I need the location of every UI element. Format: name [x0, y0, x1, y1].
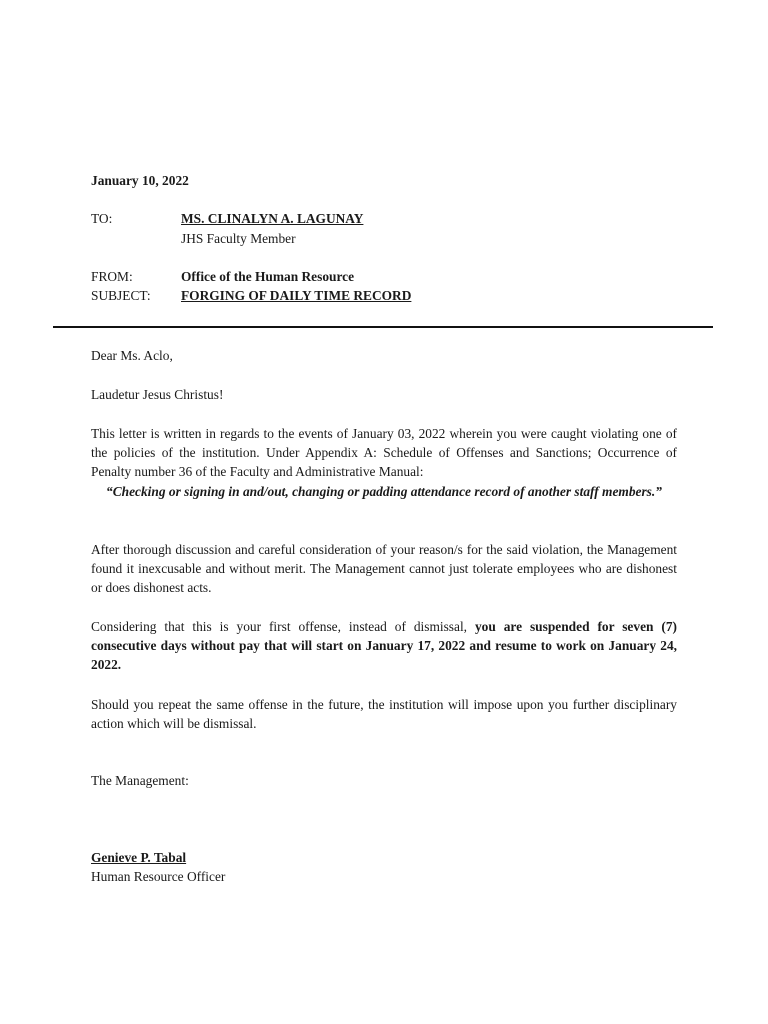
paragraph-intro: This letter is written in regards to the events of January 03, 2022 wherein you were caught violating one of the policies of the institution. Under Appendix A: Schedule of Offenses and Sanctions; Occurrence of Penalty number 36 of the Faculty and Administrative Manual:: [91, 426, 677, 479]
signatory-name: Genieve P. Tabal: [91, 850, 187, 865]
signatory-title: Human Resource Officer: [91, 869, 226, 884]
from-label: FROM:: [91, 269, 133, 284]
paragraph-sanction: [91, 617, 677, 674]
salutation: Dear Ms. Aclo,: [91, 348, 173, 363]
recipient-name: MS. CLINALYN A. LAGUNAY: [181, 211, 364, 226]
subject-value: FORGING OF DAILY TIME RECORD: [181, 288, 412, 303]
paragraph-finding: After thorough discussion and careful consideration of your reason/s for the said violation, the Management found it inexcusable and without merit. The Management cannot just tolerate employees who are dishonest or does dishonest acts.: [91, 542, 677, 595]
from-value: Office of the Human Resource: [181, 269, 355, 284]
sanction-emphasis: you are suspended for seven (7) consecutive days without pay that will start on January 17, 2022 and resume to work on January 24, 2022.: [91, 619, 677, 672]
paragraph-warning: Should you repeat the same offense in the future, the institution will impose upon you further disciplinary action which will be dismissal.: [91, 697, 677, 731]
recipient-position: JHS Faculty Member: [181, 231, 296, 246]
header-divider: [53, 326, 713, 328]
policy-quote: “Checking or signing in and/out, changing or padding attendance record of another staff members.”: [106, 484, 662, 499]
subject-label: SUBJECT:: [91, 288, 151, 303]
closing: The Management:: [91, 773, 189, 788]
greeting: Laudetur Jesus Christus!: [91, 387, 224, 402]
letter-date: January 10, 2022: [91, 173, 189, 188]
to-label: TO:: [91, 211, 113, 226]
sanction-text: Considering that this is your first offense, instead of dismissal,: [91, 619, 475, 634]
